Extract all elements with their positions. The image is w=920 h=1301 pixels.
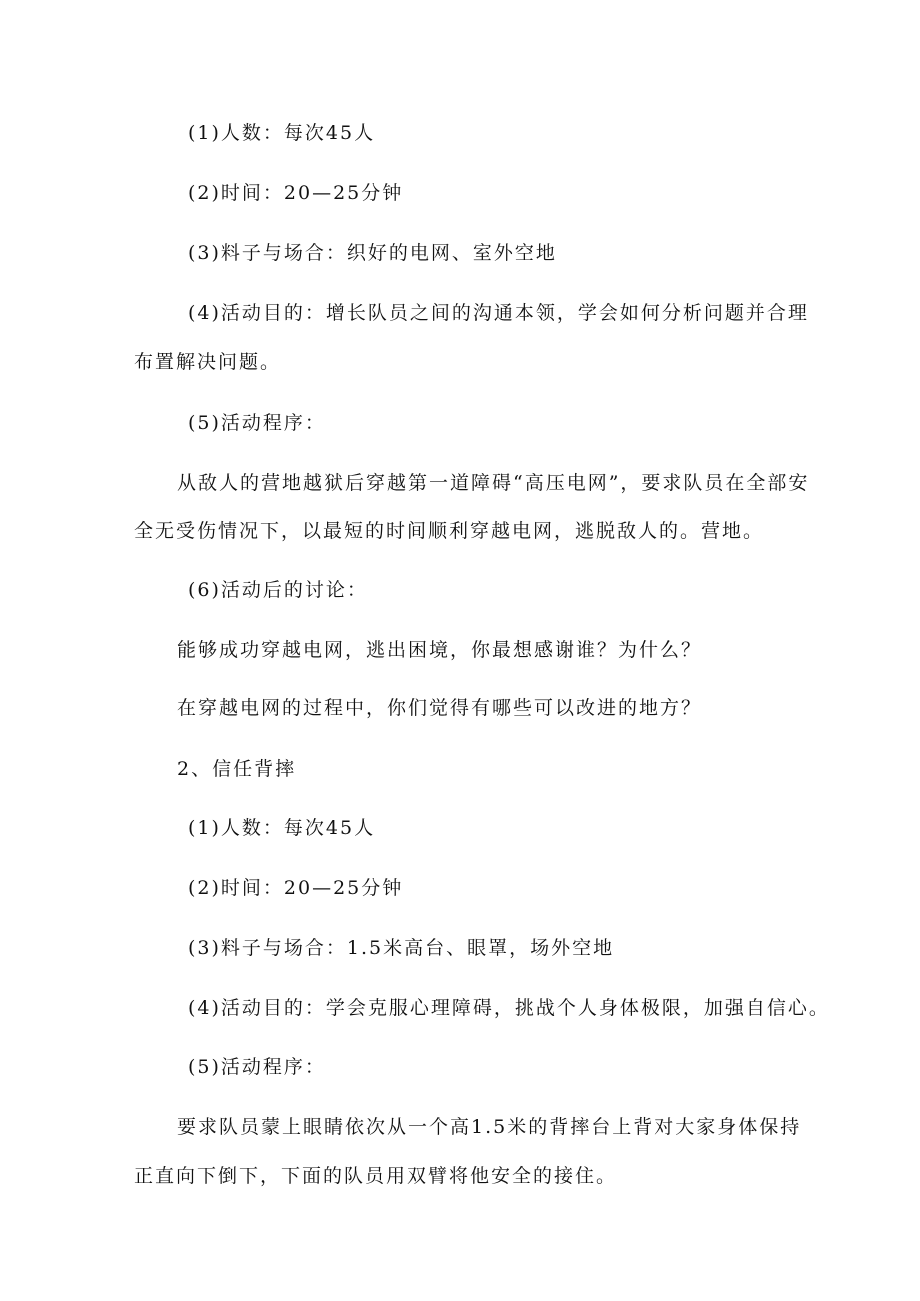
section2-procedure-line1: 要求队员蒙上眼睛依次从一个高1.5米的背摔台上背对大家身体保持 bbox=[177, 1116, 802, 1138]
section1-procedure-line1: 从敌人的营地越狱后穿越第一道障碍“高压电网”，要求队员在全部安 bbox=[177, 472, 810, 494]
section1-purpose-line2: 布置解决问题。 bbox=[134, 351, 282, 373]
section2-materials: (3)料子与场合：1.5米高台、眼罩，场外空地 bbox=[188, 937, 615, 959]
section1-discussion-heading: (6)活动后的讨论： bbox=[188, 579, 368, 601]
section2-title: 2、信任背摔 bbox=[177, 758, 297, 780]
section1-headcount: (1)人数：每次45人 bbox=[188, 122, 376, 144]
section2-headcount: (1)人数：每次45人 bbox=[188, 817, 376, 839]
section2-duration: (2)时间：20—25分钟 bbox=[188, 877, 404, 899]
section1-procedure-line2: 全无受伤情况下，以最短的时间顺利穿越电网，逃脱敌人的。营地。 bbox=[134, 520, 765, 542]
section1-procedure-heading: (5)活动程序： bbox=[188, 412, 326, 434]
section1-duration: (2)时间：20—25分钟 bbox=[188, 182, 404, 204]
section1-discussion-question2: 在穿越电网的过程中，你们觉得有哪些可以改进的地方？ bbox=[177, 697, 703, 719]
section1-materials: (3)料子与场合：织好的电网、室外空地 bbox=[188, 242, 557, 264]
section2-procedure-heading: (5)活动程序： bbox=[188, 1056, 326, 1078]
section1-discussion-question1: 能够成功穿越电网，逃出困境，你最想感谢谁？为什么？ bbox=[177, 639, 703, 661]
section1-purpose-line1: (4)活动目的：增长队员之间的沟通本领，学会如何分析问题并合理 bbox=[188, 302, 809, 324]
section2-procedure-line2: 正直向下倒下，下面的队员用双臂将他安全的接住。 bbox=[134, 1165, 618, 1187]
section2-purpose: (4)活动目的：学会克服心理障碍，挑战个人身体极限，加强自信心。 bbox=[188, 997, 830, 1019]
